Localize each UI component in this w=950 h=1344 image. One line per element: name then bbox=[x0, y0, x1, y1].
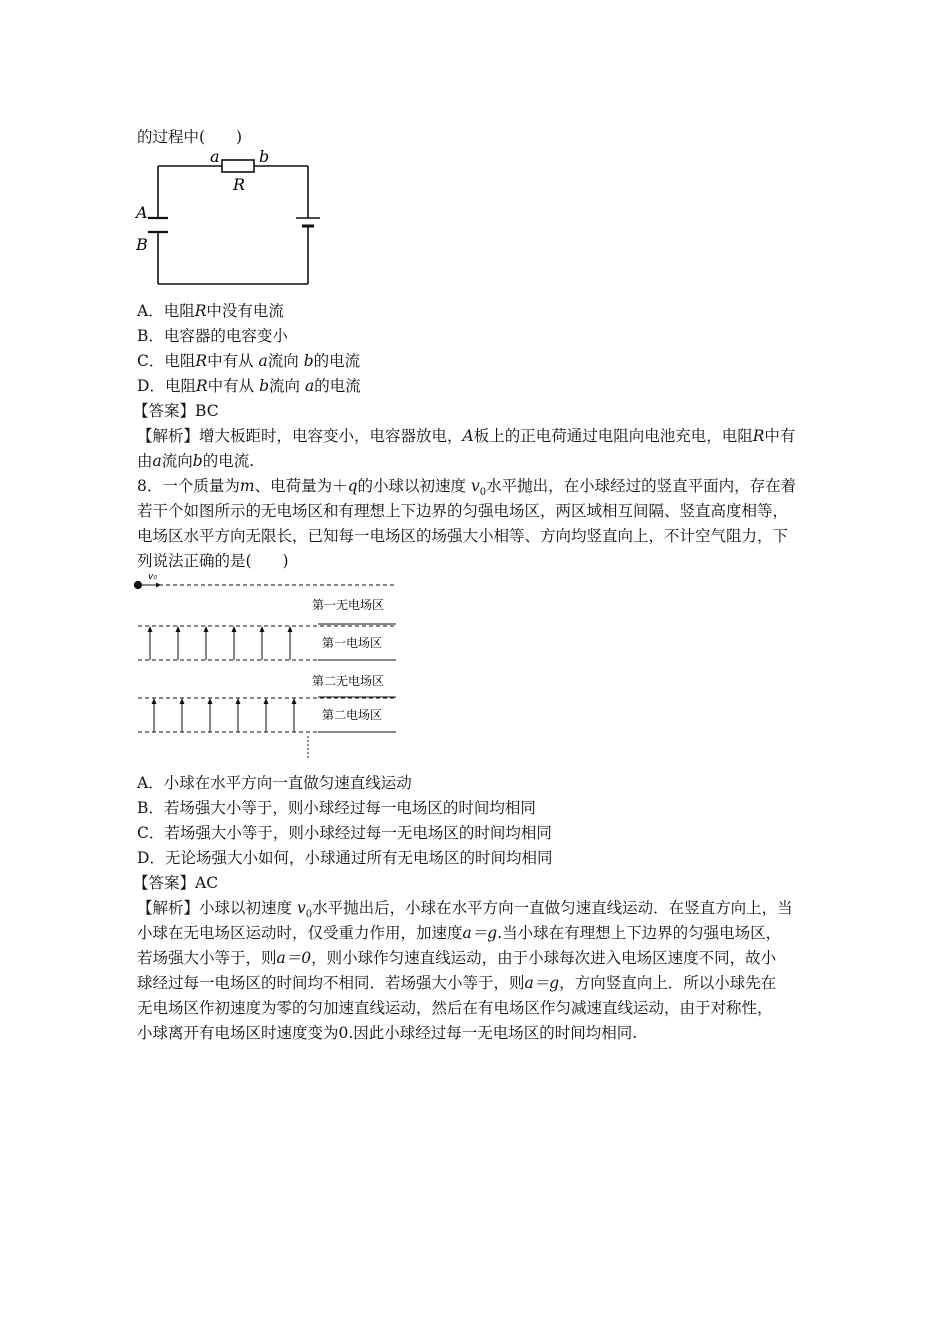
q8-analysis-line-6: 小球离开有电场区时速度变为0.因此小球经过每一无电场区的时间均相同. bbox=[137, 1024, 638, 1042]
q7-option-d: D．电阻R中有从 b流向 a的电流 bbox=[137, 377, 361, 395]
field2-arrows bbox=[152, 698, 297, 732]
v0-label: v₀ bbox=[148, 572, 157, 582]
q8-analysis-line-1: 【解析】小球以初速度 $v_0$水平抛出后，小球在水平方向一直做匀速直线运动．在竖直方向上，当 bbox=[137, 899, 793, 921]
q7-option-c: C．电阻R中有从 a流向 b的电流 bbox=[137, 352, 361, 370]
q8-stem-line-2: 若干个如图所示的无电场区和有理想上下边界的匀强电场区，两区域相互间隔、竖直高度相等， bbox=[137, 502, 789, 520]
q8-stem-line-3: 电场区水平方向无限长，已知每一电场区的场强大小相等、方向均竖直向上，不计空气阻力，下 bbox=[137, 527, 789, 545]
q8-option-b: B．若场强大小等于，则小球经过每一电场区的时间均相同 bbox=[137, 799, 536, 817]
q8-analysis-line-2: 小球在无电场区运动时，仅受重力作用，加速度a＝g.当小球在有理想上下边界的匀强电场区， bbox=[137, 924, 782, 942]
q7-answer: 【答案】BC bbox=[133, 402, 219, 420]
q8-answer: 【答案】AC bbox=[133, 874, 219, 892]
q8-option-c: C．若场强大小等于，则小球经过每一无电场区的时间均相同 bbox=[137, 824, 552, 842]
label-b: b bbox=[259, 147, 270, 166]
q8-analysis-line-5: 无电场区作初速度为零的匀加速直线运动，然后在有电场区作匀减速直线运动，由于对称性， bbox=[137, 999, 773, 1017]
label-R: R bbox=[233, 175, 246, 194]
field-regions-figure bbox=[130, 568, 402, 758]
q7-analysis-line-1: 【解析】增大板距时，电容变小，电容器放电，A板上的正电荷通过电阻向电池充电，电阻R中有 bbox=[137, 427, 796, 445]
q7-option-a: A．电阻R中没有电流 bbox=[137, 302, 284, 320]
region-label-2: 第一电场区 bbox=[322, 636, 383, 650]
q8-option-d: D．无论场强大小如何，小球通过所有无电场区的时间均相同 bbox=[137, 849, 553, 867]
region-label-1: 第一无电场区 bbox=[312, 598, 385, 612]
field1-arrows bbox=[148, 626, 293, 660]
label-B: B bbox=[136, 235, 148, 254]
q8-stem-line-4: 列说法正确的是( ) bbox=[137, 552, 289, 570]
label-A: A bbox=[136, 203, 148, 222]
resistor-symbol bbox=[222, 160, 254, 172]
label-a: a bbox=[210, 147, 220, 166]
q8-stem-line-1: 8．一个质量为m、电荷量为＋q的小球以初速度 $v_0$水平抛出，在小球经过的竖直平面内，存在着 bbox=[137, 477, 797, 499]
region-label-3: 第二无电场区 bbox=[312, 674, 385, 688]
q7-analysis-line-2: 由a流向b的电流. bbox=[137, 452, 255, 470]
circuit-diagram bbox=[130, 146, 320, 288]
region-label-4: 第二电场区 bbox=[322, 708, 383, 722]
q7-option-b: B．电容器的电容变小 bbox=[137, 327, 288, 345]
q8-option-a: A．小球在水平方向一直做匀速直线运动 bbox=[137, 774, 412, 792]
q8-analysis-line-4: 球经过每一电场区的时间均不相同．若场强大小等于，则a＝g，方向竖直向上．所以小球先在 bbox=[137, 974, 777, 992]
q7-stem-tail: 的过程中( ) bbox=[137, 128, 243, 146]
q8-analysis-line-3: 若场强大小等于，则a＝0，则小球作匀速直线运动，由于小球每次进入电场区速度不同，故小 bbox=[137, 949, 777, 967]
